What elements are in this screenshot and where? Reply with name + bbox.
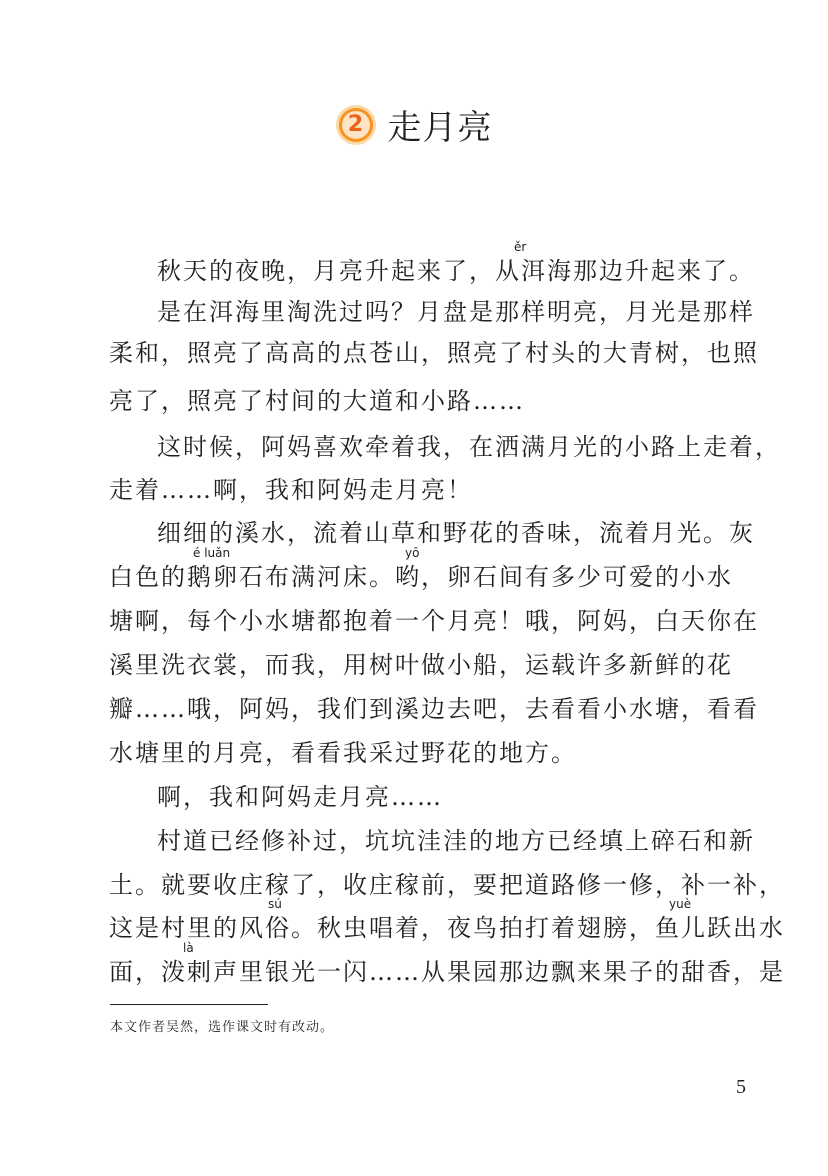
pinyin-su: sú [268,897,282,911]
text-line: 土。就要收庄稼了，收庄稼前，要把道路修一修，补一补， [109,871,785,899]
text-line: 啊，我和阿妈走月亮…… [157,783,443,811]
text-line: 溪里洗衣裳，而我，用树叶做小船，运载许多新鲜的花 [109,651,733,679]
text-line: 秋天的夜晚，月亮升起来了，从洱海那边升起来了。 [157,257,755,285]
text-line: 面，泼剌声里银光一闪……从果园那边飘来果子的甜香，是 [109,958,785,986]
pinyin-yo: yō [405,546,420,560]
footnote: 本文作者吴然，选作课文时有改动。 [110,1020,335,1035]
lesson-header [0,100,828,149]
text-line: 是在洱海里淘洗过吗？月盘是那样明亮，月光是那样 [157,298,755,326]
text-line: 走着……啊，我和阿妈走月亮！ [109,476,473,504]
text-line: 这是村里的风俗。秋虫唱着，夜鸟拍打着翅膀，鱼儿跃出水 [109,914,785,942]
pinyin-er: ěr [514,240,527,254]
footnote-divider [110,1004,268,1005]
lesson-number-badge [336,105,376,145]
lesson-title: 走月亮 [387,108,493,148]
pinyin-yue: yuè [669,897,692,911]
text-line: 水塘里的月亮，看看我采过野花的地方。 [109,739,577,767]
text-line: 这时候，阿妈喜欢牵着我，在洒满月光的小路上走着， [157,433,781,461]
text-line: 白色的鹅卵石布满河床。哟，卵石间有多少可爱的小水 [109,563,733,591]
text-line: 村道已经修补过，坑坑洼洼的地方已经填上碎石和新 [157,827,755,855]
text-line: 亮了，照亮了村间的大道和小路…… [109,387,525,415]
pinyin-la: là [183,941,194,955]
text-line: 柔和，照亮了高高的点苍山，照亮了村头的大青树，也照 [109,339,759,367]
text-line: 瓣……哦，阿妈，我们到溪边去吧，去看看小水塘，看看 [109,695,759,723]
page-number: 5 [736,1076,746,1098]
text-line: 细细的溪水，流着山草和野花的香味，流着月光。灰 [157,519,755,547]
lesson-number: 2 [342,111,370,139]
text-line: 塘啊，每个小水塘都抱着一个月亮！哦，阿妈，白天你在 [109,607,759,635]
pinyin-e-luan: é luǎn [193,546,231,560]
